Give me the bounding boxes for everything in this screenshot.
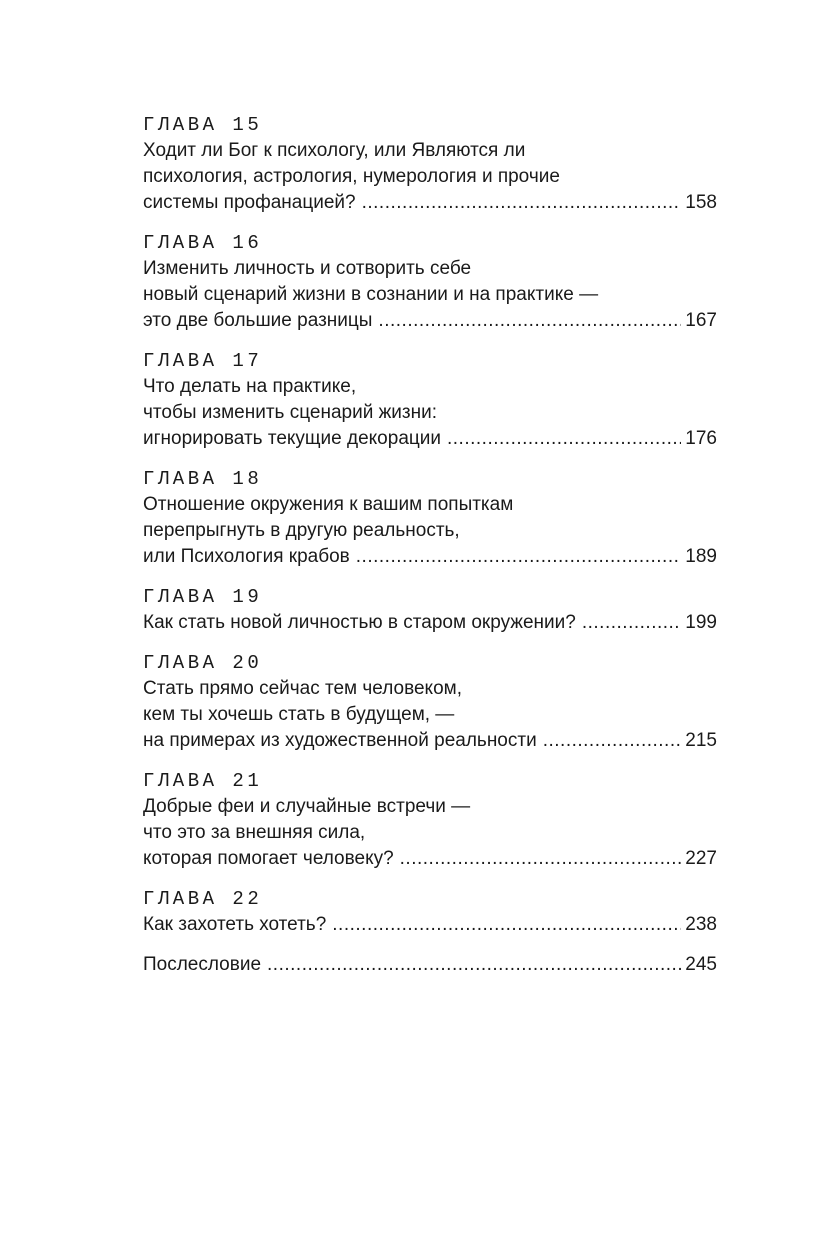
chapter-label: ГЛАВА 18 [143, 468, 263, 490]
chapter-title-line: Изменить личность и сотворить себе [143, 258, 472, 279]
chapter-label: ГЛАВА 16 [143, 232, 263, 254]
afterword-line [143, 952, 717, 978]
toc-entry [143, 768, 717, 872]
chapter-title-line: перепрыгнуть в другую реальность, [143, 520, 460, 541]
leader-dots [543, 728, 682, 754]
leader-dots [356, 544, 682, 570]
chapter-title-last-line [143, 610, 717, 636]
chapter-title-last-line [143, 190, 717, 216]
chapter-title-line: Как стать новой личностью в старом окружении? [143, 612, 576, 633]
toc-entry-afterword [143, 952, 717, 978]
toc-entry [143, 886, 717, 938]
page-number: 199 [685, 612, 717, 633]
chapter-title-line: Добрые феи и случайные встречи — [143, 796, 471, 817]
leader-dots [582, 610, 681, 636]
toc-entry [143, 650, 717, 754]
afterword-title: Послесловие [143, 954, 262, 975]
chapter-title-line: чтобы изменить сценарий жизни: [143, 402, 437, 423]
chapter-label: ГЛАВА 22 [143, 888, 263, 910]
chapter-title-line: Ходит ли Бог к психологу, или Являются ли [143, 140, 526, 161]
page-number: 215 [685, 730, 717, 751]
chapter-title-line: системы профанацией? [143, 192, 356, 213]
chapter-title-line: игнорировать текущие декорации [143, 428, 441, 449]
page-number: 245 [685, 954, 717, 975]
page-number: 238 [685, 914, 717, 935]
toc-entry [143, 348, 717, 452]
page-number: 176 [685, 428, 717, 449]
chapter-label: ГЛАВА 15 [143, 114, 263, 136]
chapter-title-last-line [143, 728, 717, 754]
leader-dots [378, 308, 681, 334]
leader-dots [362, 190, 682, 216]
chapter-title-last-line [143, 912, 717, 938]
toc-entry [143, 230, 717, 334]
chapter-title-line: что это за внешняя сила, [143, 822, 366, 843]
chapter-title-last-line [143, 846, 717, 872]
leader-dots [447, 426, 681, 452]
toc-entry [143, 584, 717, 636]
toc-entry [143, 466, 717, 570]
chapter-title-last-line [143, 544, 717, 570]
chapter-title-line: которая помогает человеку? [143, 848, 394, 869]
leader-dots [332, 912, 681, 938]
chapter-label: ГЛАВА 21 [143, 770, 263, 792]
leader-dots [400, 846, 682, 872]
chapter-title-line: кем ты хочешь стать в будущем, — [143, 704, 455, 725]
chapter-title-line: или Психология крабов [143, 546, 350, 567]
chapter-title-line: Как захотеть хотеть? [143, 914, 327, 935]
chapter-title-line: это две большие разницы [143, 310, 373, 331]
page-number: 189 [685, 546, 717, 567]
page-number: 227 [685, 848, 717, 869]
toc-entry [143, 112, 717, 216]
chapter-label: ГЛАВА 20 [143, 652, 263, 674]
chapter-title-line: на примерах из художественной реальности [143, 730, 537, 751]
chapter-title-last-line [143, 308, 717, 334]
page-number: 158 [685, 192, 717, 213]
chapter-title-line: Отношение окружения к вашим попыткам [143, 494, 514, 515]
chapter-title-line: Стать прямо сейчас тем человеком, [143, 678, 462, 699]
chapter-label: ГЛАВА 17 [143, 350, 263, 372]
chapter-label: ГЛАВА 19 [143, 586, 263, 608]
chapter-title-last-line [143, 426, 717, 452]
page-number: 167 [685, 310, 717, 331]
table-of-contents [143, 112, 717, 978]
chapter-title-line: психология, астрология, нумерология и прочие [143, 166, 560, 187]
chapter-title-line: новый сценарий жизни в сознании и на практике — [143, 284, 599, 305]
leader-dots [267, 952, 681, 978]
chapter-title-line: Что делать на практике, [143, 376, 357, 397]
